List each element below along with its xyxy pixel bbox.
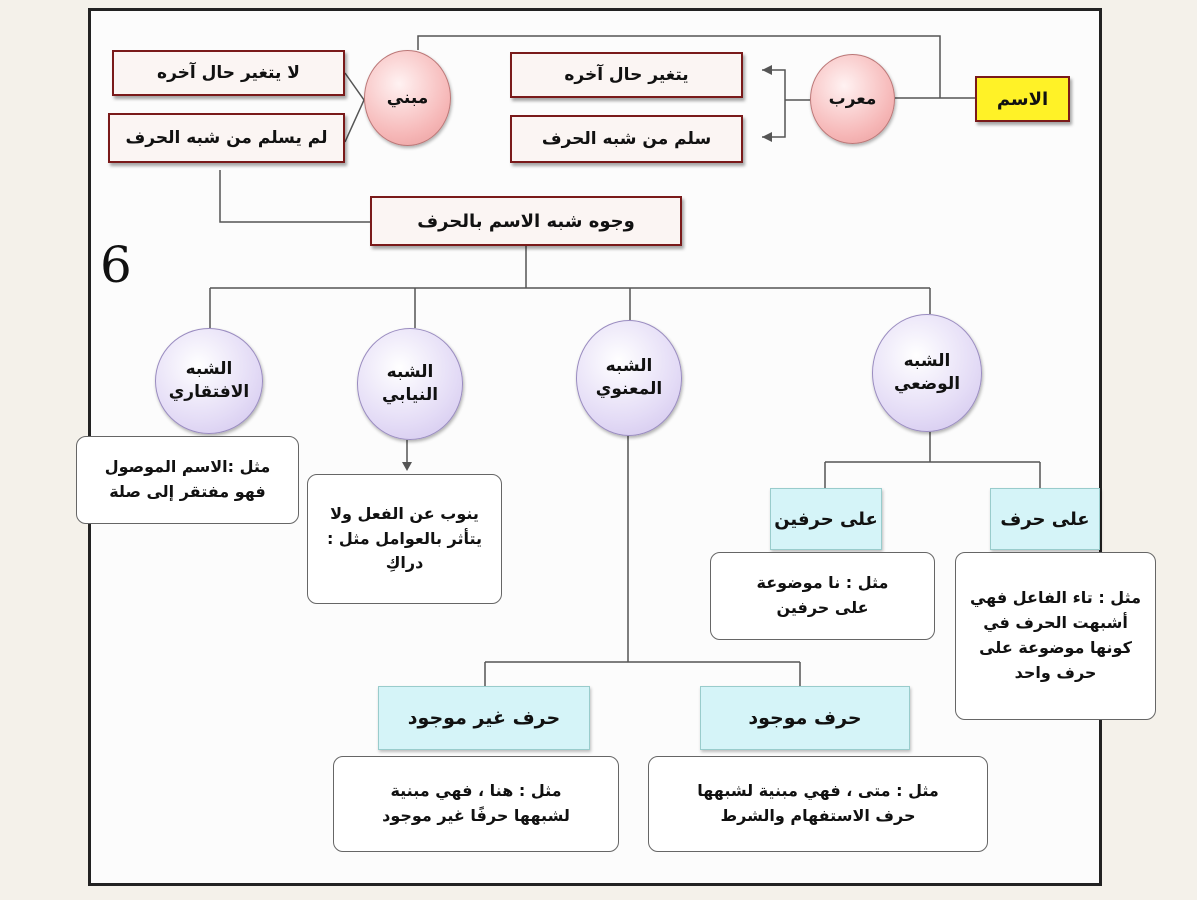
- type-manawi: الشبه المعنوي: [576, 320, 682, 436]
- root-node-ism: الاسم: [975, 76, 1070, 122]
- murab-detail-safe: سلم من شبه الحرف: [510, 115, 743, 163]
- type-wadi: الشبه الوضعي: [872, 314, 982, 432]
- manawi-nonexisting: حرف غير موجود: [378, 686, 590, 750]
- mabni-detail-not-safe: لم يسلم من شبه الحرف: [108, 113, 345, 163]
- wadi-two-letters: على حرفين: [770, 488, 882, 550]
- murab-node: معرب: [810, 54, 895, 144]
- manawi-existing: حرف موجود: [700, 686, 910, 750]
- page-number: 6: [100, 236, 132, 294]
- type-iftiqari: الشبه الافتقاري: [155, 328, 263, 434]
- manawi-nonexisting-example: مثل : هنا ، فهي مبنية لشبهها حرفًا غير موجود: [333, 756, 619, 852]
- mabni-detail-unchanged: لا يتغير حال آخره: [112, 50, 345, 96]
- manawi-existing-example: مثل : متى ، فهي مبنية لشبهها حرف الاستفهام والشرط: [648, 756, 988, 852]
- wadi-one-letter: على حرف: [990, 488, 1100, 550]
- type-niyabi: الشبه النيابي: [357, 328, 463, 440]
- murab-detail-changes: يتغير حال آخره: [510, 52, 743, 98]
- wadi-two-letters-example: مثل : نا موضوعة على حرفين: [710, 552, 935, 640]
- wadi-one-letter-example: مثل : تاء الفاعل فهي أشبهت الحرف في كونها موضوعة على حرف واحد: [955, 552, 1156, 720]
- resemblance-title: وجوه شبه الاسم بالحرف: [370, 196, 682, 246]
- mabni-node: مبني: [364, 50, 451, 146]
- niyabi-example: ينوب عن الفعل ولا يتأثر بالعوامل مثل : دراكِ: [307, 474, 502, 604]
- iftiqari-example: مثل :الاسم الموصول فهو مفتقر إلى صلة: [76, 436, 299, 524]
